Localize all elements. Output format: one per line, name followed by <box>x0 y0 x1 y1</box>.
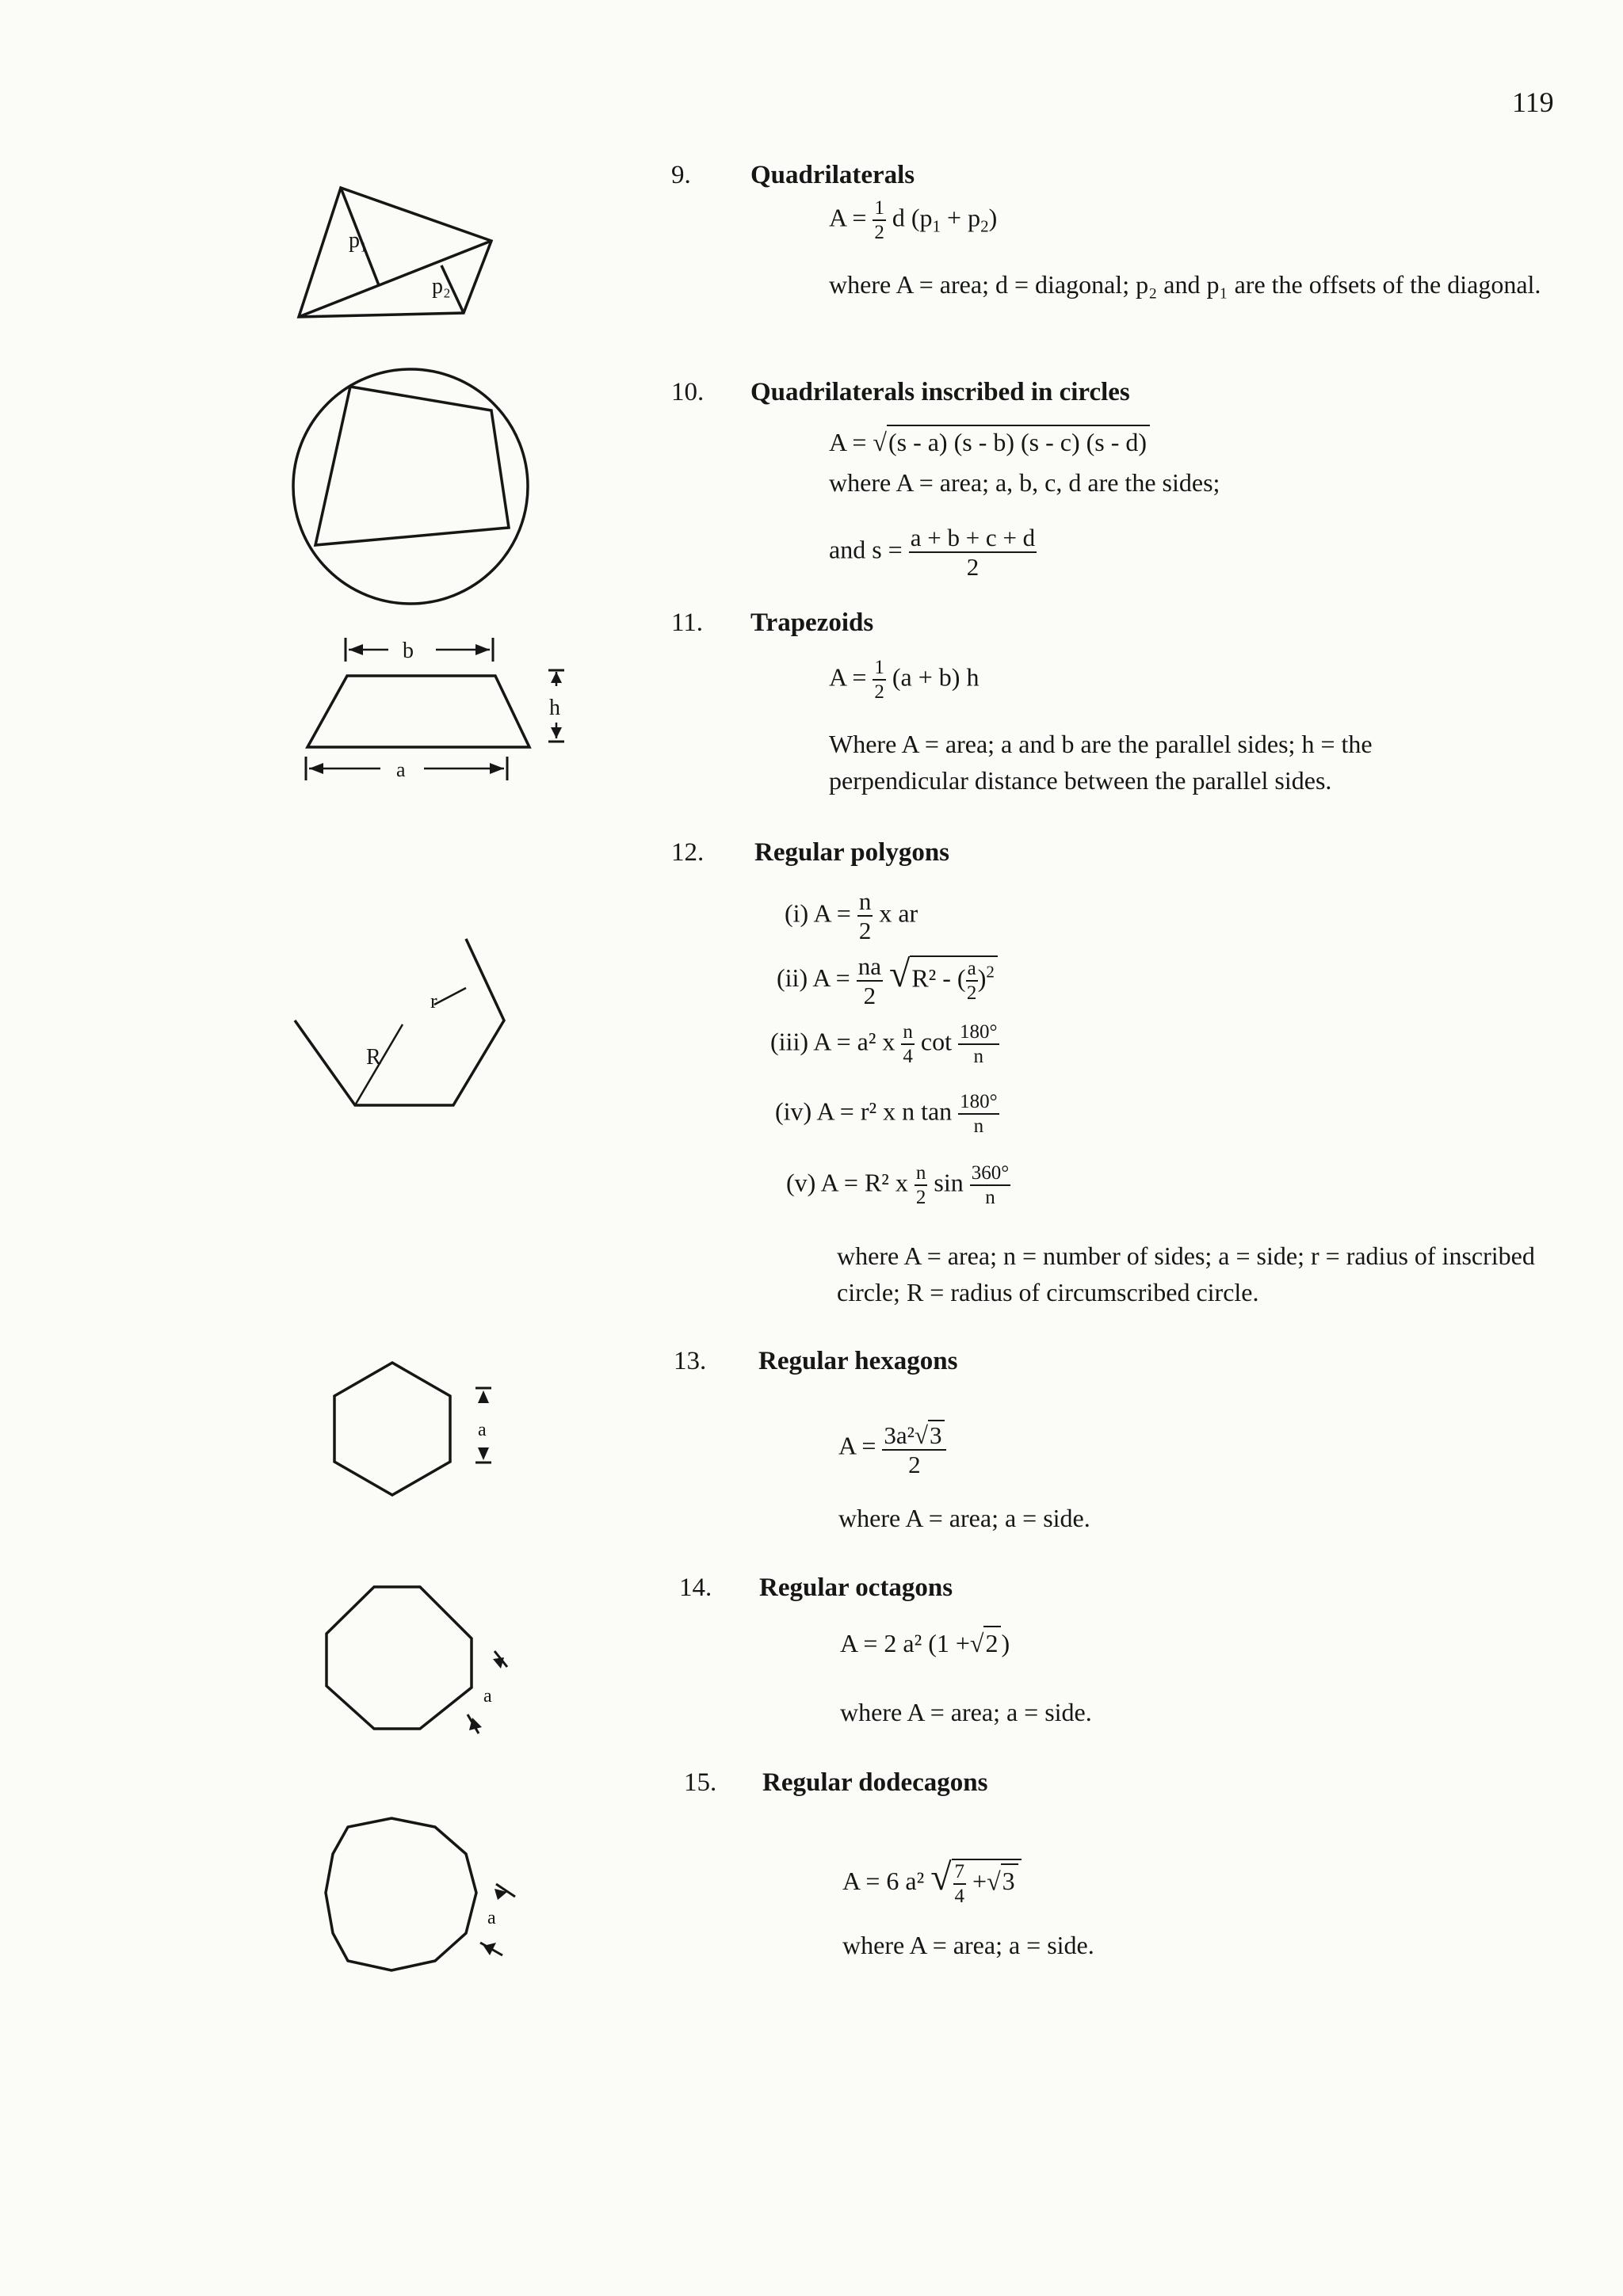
polygon-formula-ii: (ii) A = $\frac{na}{2}$ √R² - ( $\frac{a}{2}$ )$^2$ <box>777 952 998 1008</box>
section-14-title: Regular octagons <box>759 1573 953 1602</box>
dim-h-label: h <box>549 696 560 720</box>
semi-perimeter-formula: and s = $\frac{a + b + c + d}{2}$ <box>829 524 1036 581</box>
section-11-number: 11. <box>671 608 704 637</box>
section-9-number: 9. <box>671 161 691 189</box>
section-13-number: 13. <box>674 1347 707 1375</box>
dodecagon-side-label: a <box>487 1908 496 1928</box>
section-9-description: where A = area; d = diagonal; p₂ and p₁ are the offsets of the diagonal. <box>829 270 1541 299</box>
section-15-title: Regular dodecagons <box>762 1768 988 1797</box>
section-12-number: 12. <box>671 838 705 867</box>
section-12-title: Regular polygons <box>754 838 950 867</box>
section-15-number: 15. <box>684 1768 717 1797</box>
section-15-description: where A = area; a = side. <box>842 1931 1094 1959</box>
octagon-area-formula: A = 2 a² (1 +√2 ) <box>840 1626 1010 1658</box>
offset-p1-label: p₁ <box>349 228 368 253</box>
trapezoid-area-formula: A = $\frac{1}{2}$ (a + b) h <box>829 657 980 703</box>
hexagon-side-label: a <box>478 1420 487 1440</box>
polygon-formula-i: (i) A = $\frac{n}{2}$ x ar <box>785 887 918 944</box>
section-11-description: Where A = area; a and b are the parallel sides; h = the perpendicular distance between the parallel sides. <box>829 730 1373 795</box>
dodecagon-area-formula: A = 6 a² √ $\frac{7}{4}$ +√3 <box>842 1855 1022 1906</box>
offset-p2-label: p₂ <box>432 274 451 299</box>
inradius-label: r <box>430 990 437 1013</box>
section-11-title: Trapezoids <box>750 608 874 637</box>
circumradius-label: R <box>366 1045 381 1070</box>
section-9-title: Quadrilaterals <box>750 161 915 189</box>
section-10-description: where A = area; a, b, c, d are the sides; <box>829 468 1220 497</box>
section-10-title: Quadrilaterals inscribed in circles <box>750 378 1130 406</box>
section-10-number: 10. <box>671 378 705 406</box>
section-14-description: where A = area; a = side. <box>840 1698 1092 1726</box>
polygon-formula-iii: (iii) A = a² x $\frac{n}{4}$ cot $\frac{180^\circ}{n}$ <box>770 1021 998 1067</box>
quadrilateral-area-formula: A = $\frac{1}{2}$ d $(p_1 + p_2)$ <box>829 197 998 243</box>
hexagon-area-formula: A = $\frac{\text{3a²√3}}{2}$ <box>838 1420 946 1477</box>
octagon-side-label: a <box>483 1686 492 1707</box>
section-13-title: Regular hexagons <box>758 1347 958 1375</box>
section-12-description: where A = area; n = number of sides; a = side; r = radius of inscribed circle; R = radius of circumscribed circle. <box>837 1241 1535 1306</box>
section-14-number: 14. <box>679 1573 712 1602</box>
page-number: 119 <box>1512 86 1554 118</box>
polygon-formula-v: (v) A = R² x $\frac{n}{2}$ sin $\frac{360^\circ}{n}$ <box>786 1162 1010 1208</box>
dim-b-label: b <box>403 639 414 663</box>
dim-a-label: a <box>396 758 406 781</box>
polygon-formula-iv: (iv) A = r² x n tan $\frac{180^\circ}{n}$ <box>775 1091 998 1137</box>
section-13-description: where A = area; a = side. <box>838 1504 1090 1532</box>
inscribed-quadrilateral-area-formula: A = √(s - a) (s - b) (s - c) (s - d) <box>829 425 1150 457</box>
